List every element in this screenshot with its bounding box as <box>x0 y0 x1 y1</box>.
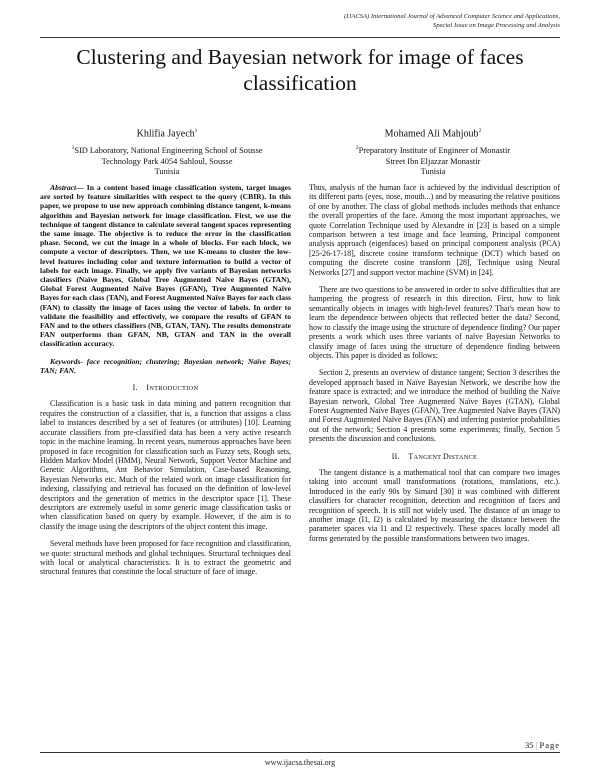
author-block-1 <box>40 124 294 178</box>
journal-special-issue: Special Issue on Image Processing and Analysis <box>432 22 560 29</box>
footer-rule <box>40 752 560 753</box>
intro-paragraph: Several methods have been proposed for face recognition and classification, we quote: structural methods and global techniques. Structural techniques deal with local or analytical characteristics. It is to extract the geometric and structural features that constitute the local structure of face of image. <box>40 539 291 577</box>
page-number: 35 | Page <box>525 740 560 750</box>
paper-title: Clustering and Bayesian network for image of faces classification <box>76 45 524 95</box>
right-column <box>309 183 560 551</box>
header-rule <box>40 37 560 38</box>
author-country-2: Tunisia <box>420 167 446 177</box>
section-heading-tangent-distance: II. TANGENT DISTANCE <box>391 451 478 461</box>
author-name-2: Mohamed Ali Mahjoub$^2$ <box>384 128 482 140</box>
intro-paragraph: Classification is a basic task in data mining and pattern recognition that requires the construction of a classifier, that is, a function that assigns a class label to instances described by a set of features (or attributes) [10]. Learning accurate classifiers from pre-classified data has been a very active research topic in the machine learning. In recent years, numerous approaches have been proposed in face recognition for classification such as Fuzzy sets, Rough sets, Hidden Markov Model (HMM), Neural Network, Support Vector Machine and Genetic Algorithms, Ant Behavior Simulation, Case-based Reasoning, Bayesian Networks etc. Much of the related work on image classification for indexing, classifying and retrieval has focused on the definition of low-level descriptors and the generation of metrics in the descriptor space [1]. These descriptors are extremely useful in some generic image classification tasks or when classification based on query by example. However, if the aim is to classify the image using the descriptors of the object content this image. <box>40 399 291 531</box>
journal-url: www.ijacsa.thesai.org <box>264 758 336 767</box>
author-affiliation-2: $^2$Preparatory Institute of Engineer of Monastir <box>355 145 511 156</box>
intro-paragraph: There are two questions to be answered in order to solve difficulties that are hampering the progress of research in this direction. First, how to link semantically objects in images with high-level features? That's mean how to learn the dependence between objects that reflected better the data? Second, how to classify the image using the structure of dependence finding? Our paper presents a work which uses three variants of naïve Bayesian Networks to classify image of faces using the structure of dependence finding between objects. This paper is divided as follows: <box>309 285 560 360</box>
keywords: Keywords- face recognition; clustering; Bayesian network; Naïve Bayes; TAN; FAN. <box>40 356 291 375</box>
author-address-1: Technology Park 4054 Sahloul, Sousse <box>101 156 233 166</box>
tangent-paragraph: The tangent distance is a mathematical tool that can compare two images taking into account small transformations (rotations, translations, etc.). Introduced in the early 90s by Simard [30] it was combined with different classifiers for character recognition, detection and recognition of faces and recognition of speech. It is still not widely used. The distance of an image to another image (I1, I2) is calculated by measuring the distance between the parameter spaces via I1 and I2 respectively. These spaces locally model all forms generated by the possible transformations between two images. <box>309 467 560 543</box>
left-column <box>40 183 291 585</box>
author-affiliation-1: $^1$SID Laboratory, National Engineering School of Sousse <box>71 145 263 156</box>
intro-paragraph: Section 2, presents an overview of distance tangent; Section 3 describes the developed approach based in Naïve Bayesian Network, we describe how the feature space is extracted; and we introduce the method of building the Naïve Bayesian network, Global Tree Augmented Naïve Bayes (GTAN), Global Forest Augmented Naïve Bayes (GFAN), Tree Augmented Naïve Bayes (TAN) and Forest Augmented Naïve Bayes (FAN) and inferring posterior probabilities out of the network; Section 4 presents some experiments; finally, Section 5 presents the discussion and conclusions. <box>309 368 560 444</box>
abstract: Abstract— In a content based image classification system, target images are sorted by feature similarities with respect to the query (CBIR). In this paper, we propose to use new approach combining distance tangent, k-means algorithm and Bayesian network for image classification. First, we use the technique of tangent distance to calculate several tangent spaces representing the same image. The objective is to reduce the error in the classification phase. Second, we cut the image in a whole of blocks. For each block, we compute a vector of descriptors. Then, we use K-means to cluster the low-level features including color and texture information to build a vector of labels for each image. Finally, we apply five variants of Bayesian networks classifiers (Naïve Bayes, Global Tree Augmented Naïve Bayes (GTAN), Global Forest Augmented Naïve Bayes (GFAN), Tree Augmented Naïve Bayes for each class (TAN), and Forest Augmented Naïve Bayes for each class (FAN) to classify the image of faces using the vector of labels. In order to validate the feasibility and effectively, we compare the results of GFAN to FAN and to the others classifiers (NB, GTAN, TAN). The results demonstrate FAN outperforms than GFAN, NB, GTAN and TAN in the overall classification accuracy. <box>40 183 292 349</box>
author-country-1: Tunisia <box>154 167 180 177</box>
intro-paragraph: Thus, analysis of the human face is achieved by the individual description of its different parts (eyes, nose, mouth...) and by measuring the relative positions of one by another. The class of global methods includes methods that enhance the overall properties of the face. Among the most important approaches, we quote Correlation Technique used by Alexandre in [23] is based on a simple comparison between a test image and face learning, Principal component analysis approach (eigenfaces) based on principal component analysis (PCA) [25-26-17-18], discrete cosine transform technique (DCT) which based on computing the discrete cosine transform [28], Technique using Neural Networks [27] and support vector machine (SVM) in [24]. <box>309 183 560 277</box>
author-address-2: Street Ibn Eljazzar Monastir <box>385 156 481 166</box>
journal-header <box>230 12 560 30</box>
journal-name: (IJACSA) International Journal of Advanced Computer Science and Applications, <box>343 13 560 20</box>
author-name-1: Khlifia Jayech$^1$ <box>136 128 198 140</box>
author-block-2 <box>306 124 560 178</box>
section-heading-introduction: I. INTRODUCTION <box>132 383 199 393</box>
